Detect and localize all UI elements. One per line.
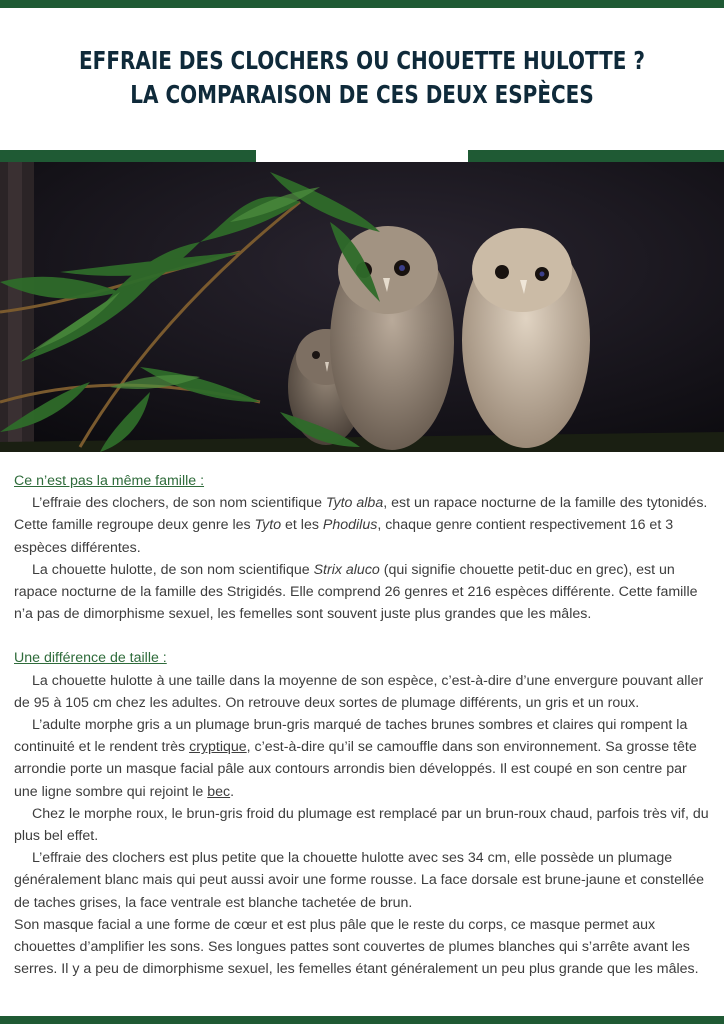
bec-link[interactable]: bec	[207, 783, 231, 800]
paragraph-red-morph: Chez le morphe roux, le brun-gris froid du plumage est remplacé par un brun-roux chaud, parfois très vif, du plus bel effet.	[14, 805, 709, 845]
text-run: , chaque genre contient respectivement 16 et 3 espèces différentes.	[14, 517, 674, 556]
bottom-green-bar	[0, 1016, 724, 1024]
paragraph-hulotte-size: La chouette hulotte à une taille dans la moyenne de son espèce, c’est-à-dire d’une envergure pouvant aller de 95 à 105 cm chez les adultes. On retrouve deux sortes de plumage différents, un gris et un roux.	[14, 672, 704, 711]
cryptique-link[interactable]: cryptique	[189, 739, 247, 756]
title-line-1: EFFRAIE DES CLOCHERS OU CHOUETTE HULOTTE ?	[78, 46, 645, 75]
text-run: L’effraie des clochers, de son nom scientifique	[32, 495, 326, 512]
spacer	[14, 625, 714, 647]
text-run: La chouette hulotte, de son nom scientifique	[32, 561, 314, 578]
section-heading-size: Une différence de taille :	[14, 650, 167, 667]
title-line-2: LA COMPARAISON DE CES DEUX ESPÈCES	[130, 80, 594, 109]
paragraph-effraie-family	[14, 492, 714, 559]
scientific-name: Tyto alba	[325, 495, 384, 512]
text-run: , est un rapace nocturne de la famille des tytonidés. Cette famille regroupe deux genre les	[14, 495, 708, 534]
text-run: .	[230, 783, 235, 800]
paragraph-facial-mask: Son masque facial a une forme de cœur et est plus pâle que le reste du corps, ce masque permet aux chouettes d’amplifier les sons. Ses longues pattes sont couvertes de plumes blanches qui s’arrête avant les serres. Il y a peu de dimorphisme sexuel, les femelles étant généralement un peu plus grande que les mâles.	[14, 916, 699, 978]
owlets-photo	[0, 162, 724, 452]
paragraph-grey-morph	[14, 714, 714, 803]
text-run: (qui signifie chouette petit-duc en grec), est un rapace nocturne de la famille des Strigidés. Elle comprend 26 genres et 216 espèces différente. Cette famille n’a pas de dimorphisme sexuel, les femelles sont souvent juste plus grandes que les mâles.	[14, 561, 698, 623]
photo-band-right	[468, 150, 724, 162]
section-heading-family: Ce n’est pas la même famille :	[14, 473, 205, 489]
text-run: et les	[281, 517, 323, 534]
photo-band-left	[0, 150, 256, 162]
genus-name: Phodilus	[322, 517, 378, 534]
paragraph-hulotte-family	[14, 559, 714, 626]
article-body	[14, 470, 714, 980]
scientific-name: Strix aluco	[313, 561, 380, 578]
paragraph-effraie-size: L’effraie des clochers est plus petite que la chouette hulotte avec ses 34 cm, elle possède un plumage généralement blanc mais qui peut aussi avoir une forme rousse. La face dorsale est brune-jaune et constellée de taches grises, la face ventrale est blanche tachetée de brun.	[14, 850, 705, 911]
genus-name: Tyto	[254, 517, 282, 534]
text-run: L’adulte morphe gris a un plumage brun-gris marqué de taches brunes sombres et claires qui rompent la continuité et le rendent très	[14, 717, 688, 756]
page-title	[72, 44, 651, 112]
top-green-bar	[0, 0, 724, 8]
text-run: , c’est-à-dire qu’il se camouffle dans son environnement. Sa grosse tête arrondie porte un masque facial pâle aux contours arrondis bien développés. Il est coupé en son centre par une ligne sombre qui rejoint le	[14, 739, 697, 800]
